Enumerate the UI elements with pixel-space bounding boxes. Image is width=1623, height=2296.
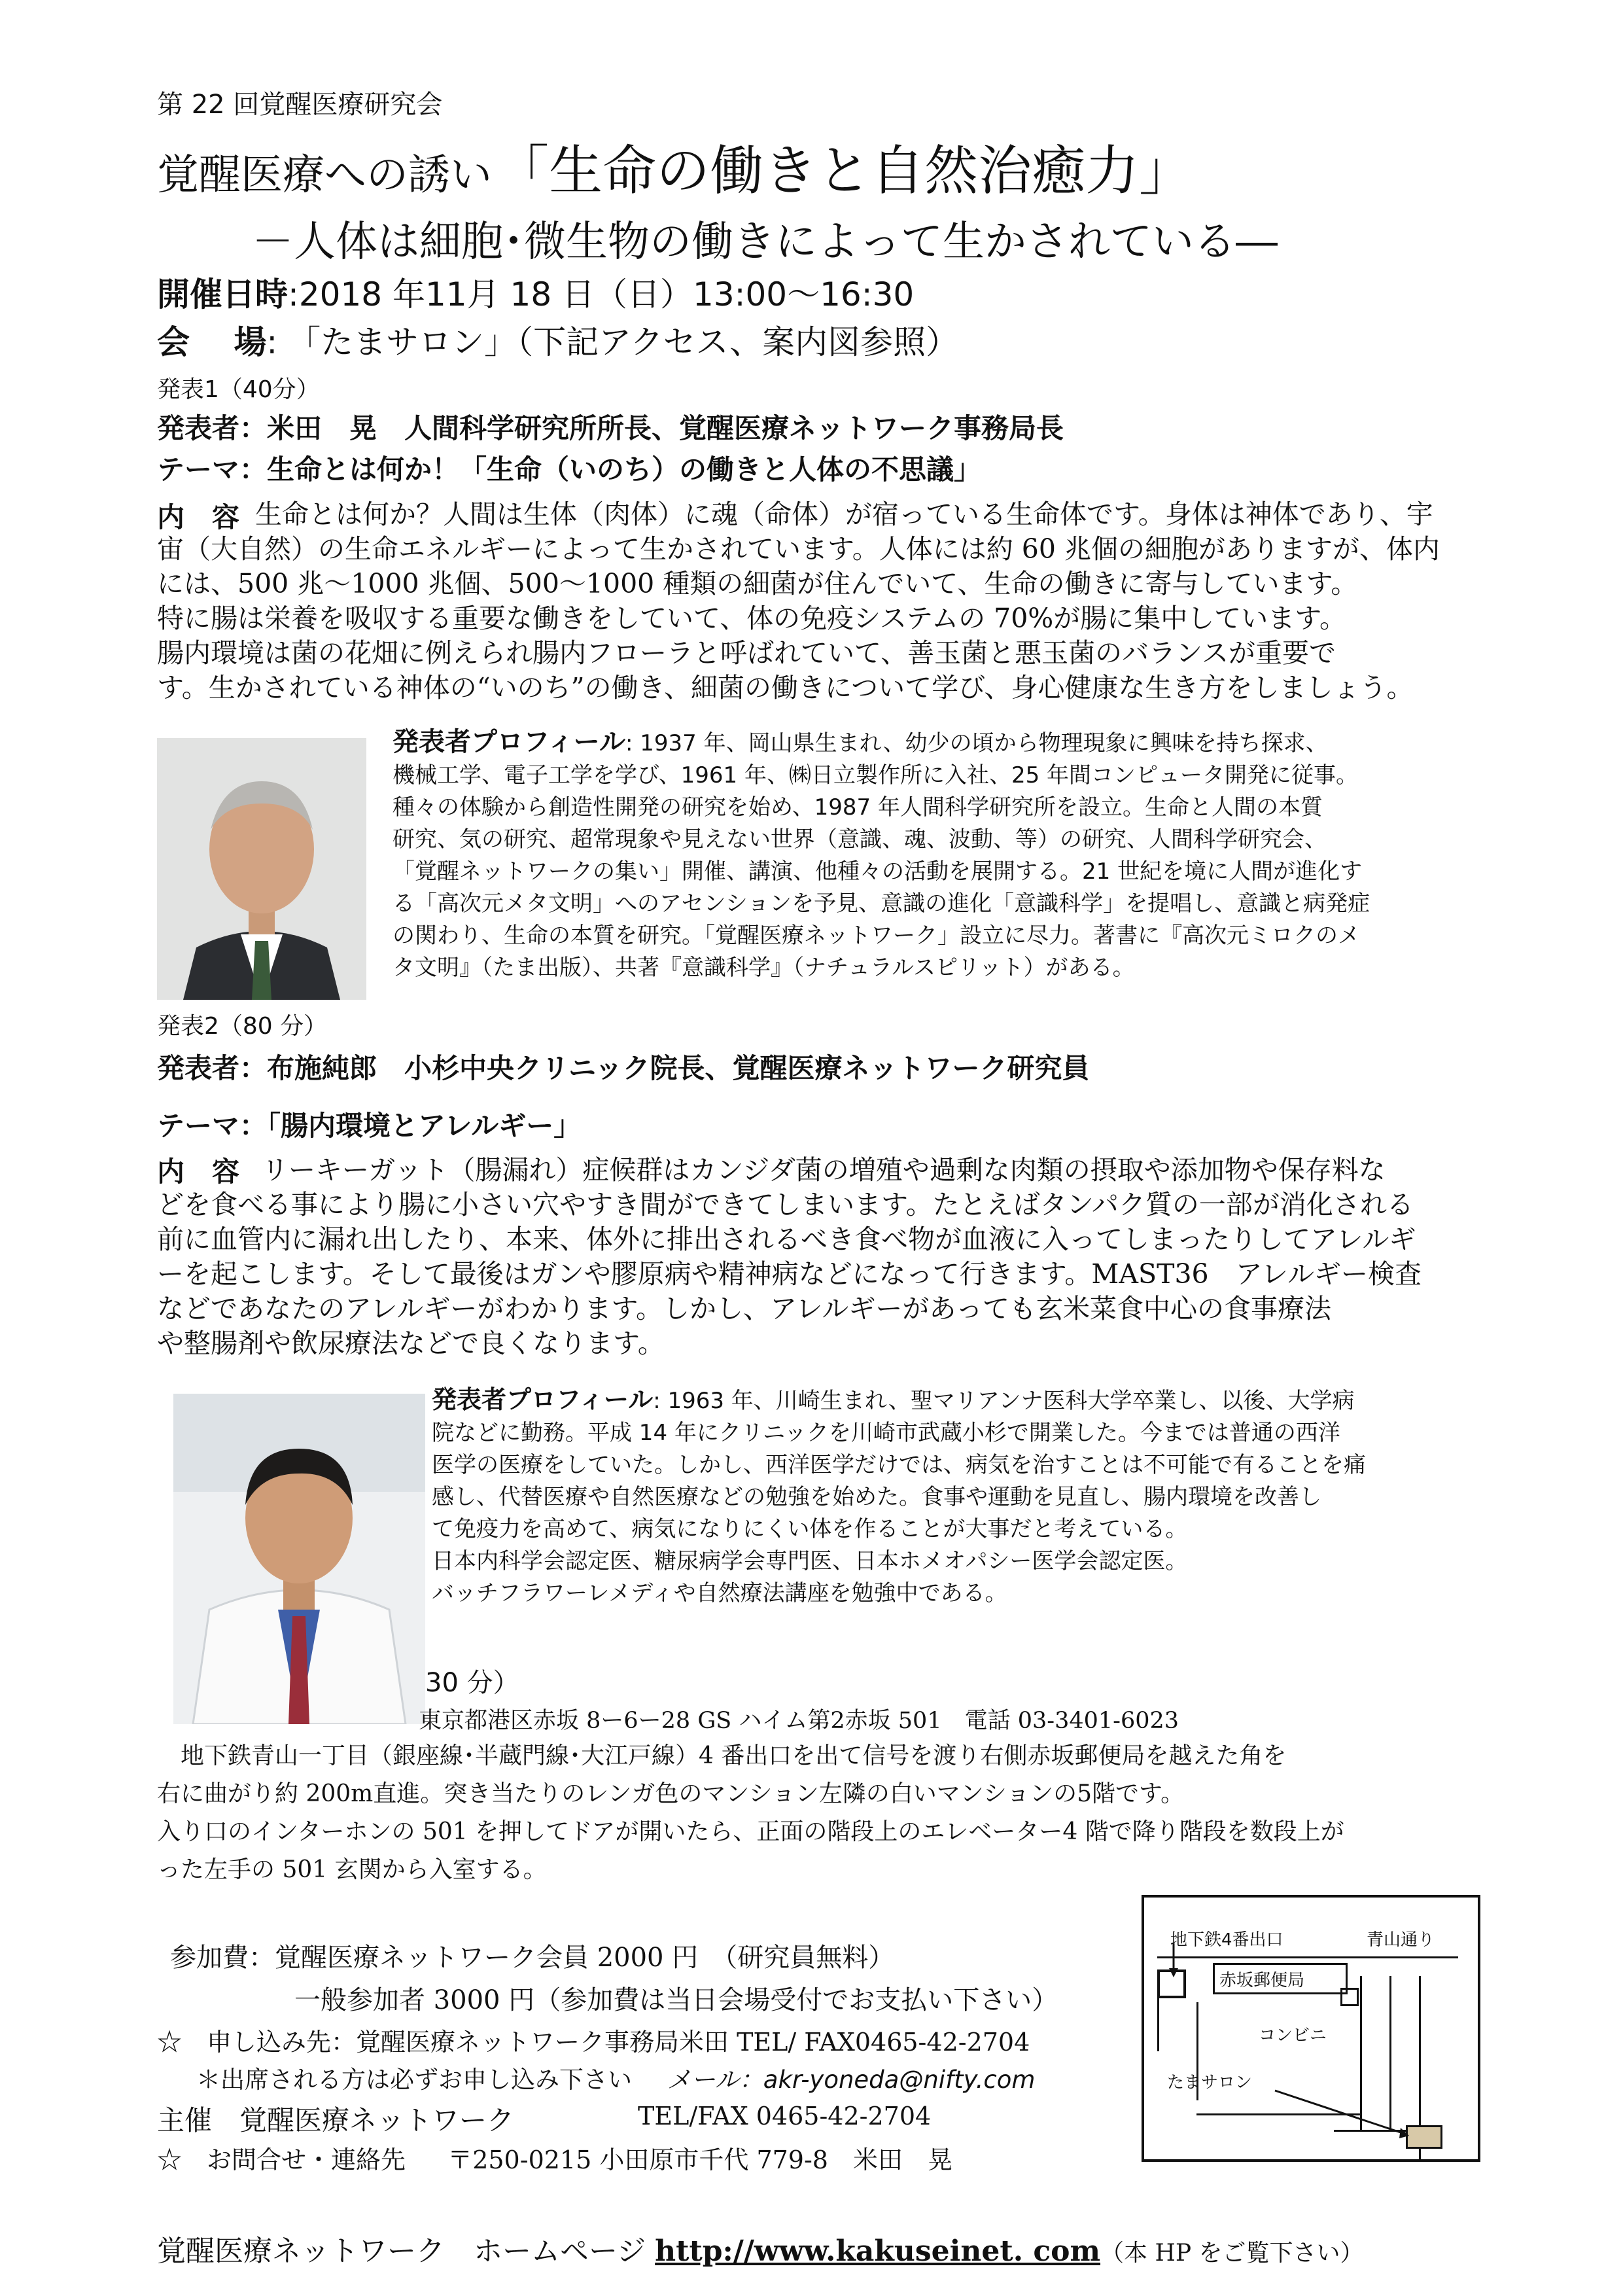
map-label-salon: たまサロン <box>1167 2073 1253 2093</box>
talk2-content-line: や整腸剤や飲尿療法などで良くなります。 <box>157 1328 665 1359</box>
talk2-content-line: リーキーガット（腸漏れ）症候群はカンジダ菌の増殖や過剰な肉類の摂取や添加物や保存料な <box>262 1154 1386 1186</box>
talk1-profile-line: る「高次元メタ文明」へのアセンションを予見、意識の進化「意識科学」を提唱し、意識と病発症 <box>393 891 1370 917</box>
map-label-station-exit: 地下鉄4番出口 <box>1170 1930 1283 1950</box>
fee-member: 参加費：覚醒医療ネットワーク会員 2000 円 （研究員無料） <box>170 1943 895 1973</box>
talk1-content-line: 腸内環境は菌の花畑に例えられ腸内フローラと呼ばれていて、善玉菌と悪玉菌のバランスが重要で <box>157 637 1336 669</box>
application-note-text: ＊出席される方は必ずお申し込み下さい <box>196 2066 632 2094</box>
presenter2-photo <box>173 1394 425 1724</box>
venue-value: : 「たまサロン」（下記アクセス、案内図参照） <box>266 323 959 361</box>
presenter1-photo <box>157 738 366 1000</box>
venue-address: 東京都港区赤坂 8ー6ー28 GS ハイム第2赤坂 501 電話 03-3401-6023 <box>419 1708 1179 1734</box>
talk1-profile-text: : 1937 年、岡山県生まれ、幼少の頃から物理現象に興味を持ち探求、 <box>625 730 1328 756</box>
talk1-presenter: 発表者：米田 晃 人間科学研究所所長、覚醒医療ネットワーク事務局長 <box>157 412 1064 444</box>
access-map <box>1142 1895 1480 2162</box>
talk2-presenter: 発表者：布施純郎 小杉中央クリニック院長、覚醒医療ネットワーク研究員 <box>157 1052 1090 1084</box>
map-label-post-office: 赤坂郵便局 <box>1219 1971 1305 1990</box>
talk1-profile-line: 研究、気の研究、超常現象や見えない世界（意識、魂、波動、等）の研究、人間科学研究会、 <box>393 826 1327 853</box>
event-datetime <box>157 268 914 315</box>
datetime-label: 開催日時 <box>157 275 288 313</box>
talk2-profile <box>432 1384 1366 1610</box>
application-note <box>196 2060 1035 2095</box>
talk2-theme: テーマ：「腸内環境とアレルギー」 <box>157 1110 582 1142</box>
contact-address: 〒250-0215 小田原市千代 779-8 米田 晃 <box>447 2146 952 2174</box>
talk2-profile-label: 発表者プロフィール <box>432 1385 654 1414</box>
map-label-street: 青山通り <box>1367 1930 1435 1950</box>
fee-general: 一般参加者 3000 円（参加費は当日会場受付でお支払い下さい） <box>294 1985 1058 2015</box>
homepage-label: 覚醒医療ネットワーク ホームページ <box>157 2234 646 2268</box>
application-contact: ☆ 申し込み先：覚醒医療ネットワーク事務局米田 TEL/ FAX0465-42-2704 <box>157 2028 1030 2057</box>
talk1-content <box>157 497 1478 705</box>
talk2-content <box>157 1153 1478 1361</box>
access-directions <box>157 1737 1344 1889</box>
title-main: 「生命の働きと自然治癒力」 <box>495 140 1193 202</box>
contact-label: ☆ お問合せ・連絡先 <box>157 2146 406 2174</box>
venue-label: 会 場 <box>157 323 267 361</box>
access-line: った左手の 501 玄関から入室する。 <box>157 1856 547 1883</box>
talk1-profile-line: 機械工学、電子工学を学び、1961 年、㈱日立製作所に入社、25 年間コンピュータ開発に従事。 <box>393 762 1359 788</box>
presenter1-portrait-illustration <box>157 738 366 1000</box>
talk1-content-line: 宙（大自然）の生命エネルギーによって生かされています。人体には約 60 兆個の細胞がありますが、体内 <box>157 533 1440 565</box>
talk1-profile-line: の関わり、生命の本質を研究。「覚醒医療ネットワーク」設立に尽力。著書に『高次元ミロクのメ <box>393 923 1360 949</box>
talk2-content-line: どを食べる事により腸に小さい穴やすき間ができてしまいます。たとえばタンパク質の一部が消化される <box>157 1189 1414 1220</box>
talk1-content-line: には、500 兆～1000 兆個、500～1000 種類の細菌が住んでいて、生命の働きに寄与しています。 <box>157 568 1358 599</box>
talk1-content-line: 特に腸は栄養を吸収する重要な働きをしていて、体の免疫システムの 70%が腸に集中しています。 <box>157 603 1346 634</box>
mail-address[interactable]: akr-yoneda@nifty.com <box>763 2066 1036 2094</box>
mail-label: メール： <box>667 2066 763 2094</box>
talk2-profile-line: 感し、代替医療や自然医療などの勉強を始めた。食事や運動を見直し、腸内環境を改善し <box>432 1484 1321 1510</box>
talk2-content-line: 前に血管内に漏れ出したり、本来、体外に排出されるべき食べ物が血液に入ってしまったりしてアレルギ <box>157 1224 1416 1255</box>
access-line: 入り口のインターホンの 501 を押してドアが開いたら、正面の階段上のエレベーター4 階で降り階段を数段上が <box>157 1818 1344 1845</box>
datetime-value: :2018 年11月 18 日（日）13:00～16:30 <box>288 275 915 313</box>
title-lead: 覚醒医療への誘い <box>157 151 492 200</box>
page-subtitle: －人体は細胞･微生物の働きによって生かされている― <box>252 218 1278 266</box>
talk1-content-label: 内 容 <box>157 501 240 533</box>
page-title <box>157 128 1193 205</box>
qa-fragment: 30 分） <box>425 1668 519 1698</box>
talk2-profile-line: 院などに勤務。平成 14 年にクリニックを川崎市武蔵小杉で開業した。今までは普通の西洋 <box>432 1420 1340 1446</box>
talk1-profile-label: 発表者プロフィール <box>393 727 625 757</box>
talk1-profile-line: タ文明』（たま出版）、共著『意識科学』（ナチュラルスピリット）がある。 <box>393 955 1135 981</box>
talk2-profile-text: : 1963 年、川崎生まれ、聖マリアンナ医科大学卒業し、以後、大学病 <box>653 1388 1355 1414</box>
talk2-content-line: ーを起こします。そして最後はガンや膠原病や精神病などになって行きます。MAST36 アレルギー検査 <box>157 1258 1422 1290</box>
contact-info <box>157 2140 952 2176</box>
talk2-profile-line <box>432 1384 1366 1417</box>
talk1-theme: テーマ：生命とは何か！「生命（いのち）の働きと人体の不思議」 <box>157 453 982 486</box>
talk1-heading: 発表1（40分） <box>157 376 320 403</box>
access-line: 右に曲がり約 200m直進。突き当たりのレンガ色のマンション左隣の白いマンションの5階です。 <box>157 1780 1185 1807</box>
talk2-heading: 発表2（80 分） <box>157 1013 328 1040</box>
organizer-label: 主催 覚醒医療ネットワーク <box>157 2104 515 2136</box>
organizer <box>157 2099 514 2138</box>
homepage-footer <box>157 2227 1364 2269</box>
homepage-note: （本 HP をご覧下さい） <box>1100 2240 1364 2267</box>
presenter2-portrait-illustration <box>173 1394 425 1724</box>
event-venue <box>157 316 958 363</box>
talk1-profile-line: 「覚醒ネットワークの集い」開催、講演、他種々の活動を展開する。21 世紀を境に人間が進化す <box>393 858 1363 885</box>
session-label: 第 22 回覚醒医療研究会 <box>157 90 443 120</box>
organizer-telfax: TEL/FAX 0465-42-2704 <box>638 2102 932 2130</box>
talk1-profile-line: 種々の体験から創造性開発の研究を始め、1987 年人間科学研究所を設立。生命と人間の本質 <box>393 794 1323 821</box>
talk1-profile-line <box>393 726 1370 760</box>
talk1-profile <box>393 726 1370 984</box>
talk2-profile-line: 日本内科学会認定医、糖尿病学会専門医、日本ホメオパシー医学会認定医。 <box>432 1548 1188 1574</box>
map-label-convenience-store: コンビニ <box>1259 2026 1327 2045</box>
talk2-profile-line: て免疫力を高めて、病気になりにくい体を作ることが大事だと考えている。 <box>432 1516 1188 1542</box>
talk1-content-line: す。生かされている神体の“いのち”の働き、細菌の働きについて学び、身心健康な生き方をしましょう。 <box>157 672 1414 703</box>
talk2-content-label: 内 容 <box>157 1156 240 1188</box>
talk2-profile-line: 医学の医療をしていた。しかし、西洋医学だけでは、病気を治すことは不可能で有ることを痛 <box>432 1452 1366 1478</box>
homepage-link[interactable]: http://www.kakuseinet. com <box>655 2234 1101 2268</box>
talk2-profile-line: バッチフラワーレメディや自然療法講座を勉強中である。 <box>432 1580 1007 1606</box>
talk2-content-line: などであなたのアレルギーがわかります。しかし、アレルギーがあっても玄米菜食中心の食事療法 <box>157 1293 1331 1324</box>
access-line: 地下鉄青山一丁目（銀座線･半蔵門線･大江戸線）4 番出口を出て信号を渡り右側赤坂郵便局を越えた角を <box>157 1742 1287 1769</box>
talk1-content-line: 生命とは何か？人間は生体（肉体）に魂（命体）が宿っている生命体です。身体は神体であり、宇 <box>255 499 1433 530</box>
